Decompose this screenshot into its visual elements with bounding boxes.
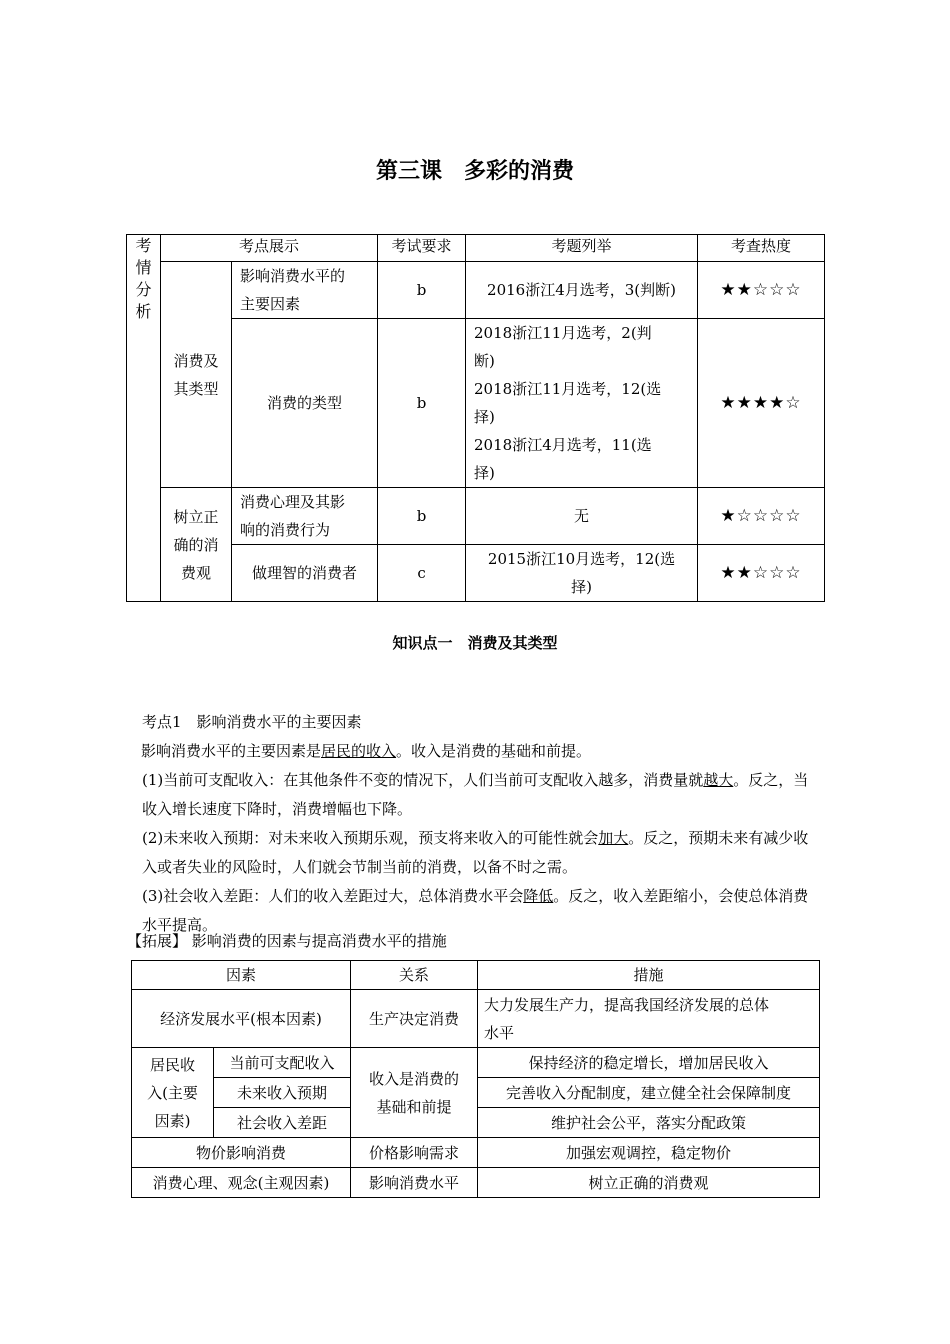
heat-rating: ★★☆☆☆ xyxy=(698,262,825,319)
header-factor: 因素 xyxy=(132,961,351,990)
factor-cell: 未来收入预期 xyxy=(214,1078,351,1108)
factor-cell: 经济发展水平(根本因素) xyxy=(132,990,351,1048)
requirement-cell: b xyxy=(378,319,466,488)
header-topic: 考点展示 xyxy=(161,235,378,262)
measure-cell: 完善收入分配制度，建立健全社会保障制度 xyxy=(478,1078,820,1108)
factor-cell: 物价影响消费 xyxy=(132,1138,351,1168)
paragraph-2: (1)当前可支配收入：在其他条件不变的情况下，人们当前可支配收入越多，消费量就越大。反之，当收入增长速度下降时，消费增幅也下降。 xyxy=(142,771,809,818)
income-group: 居民收 入(主要 因素) xyxy=(132,1048,214,1138)
measure-cell: 加强宏观调控，稳定物价 xyxy=(478,1138,820,1168)
header-requirement: 考试要求 xyxy=(378,235,466,262)
extension-label: 【拓展】 影响消费的因素与提高消费水平的措施 xyxy=(127,932,447,950)
factor-cell: 消费心理、观念(主观因素) xyxy=(132,1168,351,1198)
header-heat: 考查热度 xyxy=(698,235,825,262)
topic-cell: 影响消费水平的 主要因素 xyxy=(232,262,378,319)
exam-analysis-table xyxy=(126,234,825,602)
header-exams: 考题列举 xyxy=(466,235,698,262)
side-label: 考 情 分 析 xyxy=(127,235,161,602)
relation-cell: 价格影响需求 xyxy=(351,1138,478,1168)
topic-cell: 消费心理及其影 响的消费行为 xyxy=(232,488,378,545)
exam-cell: 2018浙江11月选考，2(判 断) 2018浙江11月选考，12(选 择) 2018浙江4月选考，11(选 择) xyxy=(466,319,698,488)
measure-cell: 维护社会公平，落实分配政策 xyxy=(478,1108,820,1138)
requirement-cell: b xyxy=(378,262,466,319)
group-consumption-view: 树立正 确的消 费观 xyxy=(161,488,232,602)
group-consumption-types: 消费及 其类型 xyxy=(161,262,232,488)
measure-cell: 保持经济的稳定增长，增加居民收入 xyxy=(478,1048,820,1078)
kaodian-heading: 考点1 影响消费水平的主要因素 xyxy=(142,713,362,731)
heat-rating: ★★★★☆ xyxy=(698,319,825,488)
paragraph-4: (3)社会收入差距：人们的收入差距过大，总体消费水平会降低。反之，收入差距缩小，会使总体消费水平提高。 xyxy=(142,887,809,934)
exam-cell: 2015浙江10月选考，12(选 择) xyxy=(466,545,698,602)
factor-cell: 当前可支配收入 xyxy=(214,1048,351,1078)
factor-table xyxy=(131,960,820,1198)
topic-cell: 做理智的消费者 xyxy=(232,545,378,602)
relation-cell: 生产决定消费 xyxy=(351,990,478,1048)
answer-blank: 越大 xyxy=(703,771,734,789)
body-text xyxy=(142,708,822,940)
relation-cell: 收入是消费的 基础和前提 xyxy=(351,1048,478,1138)
requirement-cell: b xyxy=(378,488,466,545)
requirement-cell: c xyxy=(378,545,466,602)
topic-cell: 消费的类型 xyxy=(232,319,378,488)
heat-rating: ★☆☆☆☆ xyxy=(698,488,825,545)
answer-blank: 居民的收入 xyxy=(321,742,397,760)
header-measure: 措施 xyxy=(478,961,820,990)
answer-blank: 加大 xyxy=(598,829,629,847)
paragraph-1: 影响消费水平的主要因素是居民的收入。收入是消费的基础和前提。 xyxy=(141,742,592,760)
relation-cell: 影响消费水平 xyxy=(351,1168,478,1198)
answer-blank: 降低 xyxy=(523,887,554,905)
section-title: 知识点一 消费及其类型 xyxy=(392,634,558,652)
measure-cell: 树立正确的消费观 xyxy=(478,1168,820,1198)
paragraph-3: (2)未来收入预期：对未来收入预期乐观，预支将来收入的可能性就会加大。反之，预期未来有减少收入或者失业的风险时，人们就会节制当前的消费，以备不时之需。 xyxy=(142,829,809,876)
page-title: 第三课 多彩的消费 xyxy=(375,159,574,184)
measure-cell: 大力发展生产力，提高我国经济发展的总体 水平 xyxy=(478,990,820,1048)
header-relation: 关系 xyxy=(351,961,478,990)
exam-cell: 2016浙江4月选考，3(判断) xyxy=(466,262,698,319)
factor-cell: 社会收入差距 xyxy=(214,1108,351,1138)
heat-rating: ★★☆☆☆ xyxy=(698,545,825,602)
exam-cell: 无 xyxy=(466,488,698,545)
